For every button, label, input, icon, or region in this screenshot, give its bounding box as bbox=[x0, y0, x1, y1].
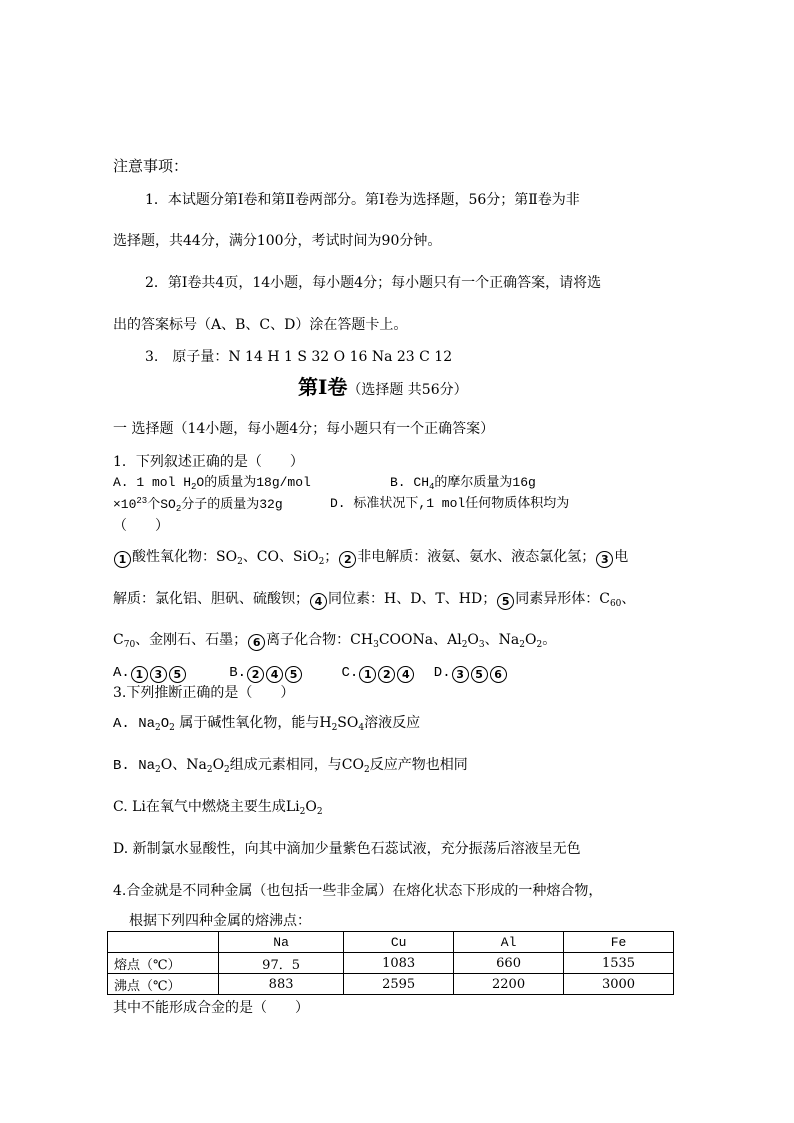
q2-option-d-label: D. bbox=[433, 665, 451, 681]
q1-option-b bbox=[390, 476, 536, 492]
q2-s6c: O bbox=[467, 632, 479, 648]
q4-after: 其中不能形成合金的是（ ） bbox=[113, 1000, 309, 1016]
table-header-cell: Al bbox=[454, 932, 564, 953]
q2-s6a: 离子化合物：CH bbox=[266, 632, 374, 648]
q1-c-text: ×10 bbox=[113, 497, 137, 512]
q3-b-mid: O、Na bbox=[160, 757, 207, 773]
q1-stem: 1．下列叙述正确的是（ ） bbox=[113, 454, 304, 470]
q1-b-post: 的摩尔质量为16g bbox=[434, 475, 536, 490]
table-cell: 660 bbox=[454, 953, 564, 974]
circled-number-1: 1 bbox=[359, 666, 376, 683]
q2-s6d: 、Na bbox=[484, 632, 520, 648]
q1-a-text: A. 1 mol H bbox=[113, 475, 192, 490]
q2-s6c-sub: 3 bbox=[478, 640, 485, 650]
q2-s5a: 同素异形体：C bbox=[515, 591, 610, 607]
notice-item2-line1: 2．第Ⅰ卷共4页，14小题，每小题4分；每小题只有一个正确答案，请将选 bbox=[145, 275, 602, 291]
table-row bbox=[108, 953, 674, 974]
q3-a-sub4: 4 bbox=[358, 723, 365, 733]
q2-s6b-sub: 2 bbox=[461, 640, 468, 650]
q2-s6e-sub: 2 bbox=[536, 640, 543, 650]
q4-stem: 4.合金就是不同种金属（也包括一些非金属）在熔化状态下形成的一种熔合物， bbox=[113, 883, 603, 899]
section-title: 第Ⅰ卷 bbox=[298, 375, 348, 399]
q2-s1c: ； bbox=[324, 549, 339, 565]
q1-a-post: O的质量为18g/mol bbox=[196, 475, 311, 490]
q3-b-sub2: 2 bbox=[206, 765, 213, 775]
q3-b-mid2: O bbox=[212, 757, 225, 773]
q1-option-a bbox=[113, 476, 311, 492]
table-header-cell: Na bbox=[219, 932, 344, 953]
q3-stem: 3.下列推断正确的是（ ） bbox=[113, 685, 295, 701]
q2-s2: 非电解质：液氨、氨水、液态氯化氢； bbox=[357, 549, 596, 565]
q2-option-b-label: B. bbox=[229, 665, 247, 681]
circled-number-1: 1 bbox=[114, 551, 131, 568]
table-header-row bbox=[108, 932, 674, 953]
melting-boiling-table bbox=[107, 931, 674, 995]
q3-a-pre: A. Na bbox=[113, 716, 156, 732]
q2-line3 bbox=[113, 633, 556, 651]
notice-item3: 3. 原子量：N 14 H 1 S 32 O 16 Na 23 C 12 bbox=[145, 349, 453, 365]
notice-heading: 注意事项： bbox=[113, 157, 189, 175]
q3-a-mid: O bbox=[160, 716, 170, 732]
table-header-cell bbox=[108, 932, 219, 953]
section-title-row bbox=[298, 377, 468, 397]
q2-line2 bbox=[113, 592, 635, 610]
circled-number-2: 2 bbox=[378, 666, 395, 683]
circled-number-5: 5 bbox=[497, 593, 514, 610]
q3-b-pre: B. Na bbox=[113, 758, 156, 774]
circled-number-6: 6 bbox=[248, 634, 265, 651]
q2-s1a: 酸性氧化物：SO bbox=[132, 549, 238, 565]
q2-options bbox=[113, 665, 508, 683]
table-row-label: 熔点（℃） bbox=[108, 953, 219, 974]
circled-number-5: 5 bbox=[471, 666, 488, 683]
q4-stem2: 根据下列四种金属的熔沸点： bbox=[129, 913, 311, 929]
table-row bbox=[108, 974, 674, 995]
table-cell: 3000 bbox=[564, 974, 674, 995]
q2-s6d-sub: 2 bbox=[519, 640, 525, 650]
q3-a-sub3: 2 bbox=[331, 723, 338, 733]
section-subtitle: （选择题 共56分） bbox=[347, 382, 468, 398]
q3-a-post: 溶液反应 bbox=[364, 715, 421, 731]
q2-s1b: 、CO、SiO bbox=[242, 549, 319, 565]
circled-number-3: 3 bbox=[596, 551, 613, 568]
q1-c-sub: 2 bbox=[175, 504, 182, 514]
q3-a-sub2: 2 bbox=[169, 723, 175, 733]
table-cell: 97．5 bbox=[219, 953, 344, 974]
part-heading: 一 选择题（14小题，每小题4分；每小题只有一个正确答案） bbox=[113, 421, 495, 437]
q3-b-sub4: 2 bbox=[363, 765, 370, 775]
q3-option-c bbox=[113, 800, 323, 817]
q2-option-c-label: C. bbox=[341, 665, 359, 681]
q3-a-mid3: SO bbox=[337, 715, 359, 731]
q3-c-pre: C. Li在氧气中燃烧主要生成Li bbox=[113, 799, 300, 815]
q3-a-sub1: 2 bbox=[155, 723, 161, 733]
circled-number-2: 2 bbox=[339, 551, 356, 568]
q2-s3a: 电 bbox=[614, 549, 629, 565]
q2-line1 bbox=[113, 550, 628, 568]
circled-number-6: 6 bbox=[490, 666, 507, 683]
table-cell: 883 bbox=[219, 974, 344, 995]
q2-option-a-label: A. bbox=[113, 665, 130, 681]
q2-s5b-post: 、金刚石、石墨； bbox=[135, 632, 248, 648]
circled-number-3: 3 bbox=[452, 666, 469, 683]
q3-b-post: 反应产物也相同 bbox=[369, 757, 468, 773]
q2-s3b: 解质：氯化铝、胆矾、硫酸钡； bbox=[113, 591, 309, 607]
q1-option-d: D. 标准状况下,1 mol任何物质体积均为 bbox=[330, 496, 570, 511]
table-cell: 1083 bbox=[344, 953, 454, 974]
notice-item2-line2: 出的答案标号（A、B、C、D）涂在答题卡上。 bbox=[113, 317, 408, 333]
notice-item1-line2: 选择题，共44分，满分100分，考试时间为90分钟。 bbox=[113, 233, 442, 249]
q2-s6a-sub: 3 bbox=[373, 640, 379, 650]
circled-number-1: 1 bbox=[131, 666, 148, 683]
table-cell: 1535 bbox=[564, 953, 674, 974]
q2-s6f: 。 bbox=[542, 632, 557, 648]
table-cell: 2595 bbox=[344, 974, 454, 995]
q3-a-mid2: 属于碱性氧化物，能与H bbox=[174, 715, 332, 731]
q3-c-mid: O bbox=[305, 799, 317, 815]
circled-number-2: 2 bbox=[247, 666, 264, 683]
q1-b-sub: 4 bbox=[429, 482, 435, 492]
q3-b-mid3: 组成元素相同，与CO bbox=[229, 757, 364, 773]
table-row-label: 沸点（℃） bbox=[108, 974, 219, 995]
q1-blank: （ ） bbox=[113, 518, 169, 534]
circled-number-5: 5 bbox=[285, 666, 302, 683]
notice-item1-line1: 1．本试题分第Ⅰ卷和第Ⅱ卷两部分。第Ⅰ卷为选择题，56分；第Ⅱ卷为非 bbox=[145, 192, 580, 208]
q1-c-mid: 个SO bbox=[147, 497, 176, 512]
q3-option-b bbox=[113, 758, 468, 775]
q2-s1a-sub: 2 bbox=[237, 557, 243, 567]
q2-s5b-sub: 70 bbox=[123, 640, 136, 650]
circled-number-3: 3 bbox=[150, 666, 167, 683]
q2-s5a-sub: 60 bbox=[609, 599, 622, 609]
q2-s5b: C bbox=[113, 632, 124, 648]
q2-s6e: O bbox=[524, 632, 537, 648]
q1-a-sub: 2 bbox=[191, 482, 197, 492]
q2-s5a-post: 、 bbox=[621, 591, 636, 607]
q3-b-sub1: 2 bbox=[155, 765, 161, 775]
circled-number-4: 4 bbox=[310, 593, 327, 610]
table-header-cell: Fe bbox=[564, 932, 674, 953]
circled-number-5: 5 bbox=[169, 666, 186, 683]
table-cell: 2200 bbox=[454, 974, 564, 995]
q3-option-a bbox=[113, 716, 420, 733]
circled-number-4: 4 bbox=[397, 666, 414, 683]
q3-option-d: D. 新制氯水显酸性，向其中滴加少量紫色石蕊试液，充分振荡后溶液呈无色 bbox=[113, 841, 581, 857]
q2-s1b-sub: 2 bbox=[318, 557, 325, 567]
q3-b-sub3: 2 bbox=[224, 765, 230, 775]
q3-c-sub2: 2 bbox=[316, 807, 323, 817]
circled-number-4: 4 bbox=[266, 666, 283, 683]
q1-c-sup: 23 bbox=[136, 496, 148, 506]
q3-c-sub1: 2 bbox=[299, 807, 306, 817]
q2-s6b: COONa、Al bbox=[378, 632, 462, 648]
q1-c-post: 分子的质量为32g bbox=[181, 497, 283, 512]
q1-b-text: B. CH bbox=[390, 475, 430, 490]
q2-s4: 同位素：H、D、T、HD； bbox=[328, 591, 497, 607]
table-header-cell: Cu bbox=[344, 932, 454, 953]
q1-option-c bbox=[113, 497, 283, 514]
